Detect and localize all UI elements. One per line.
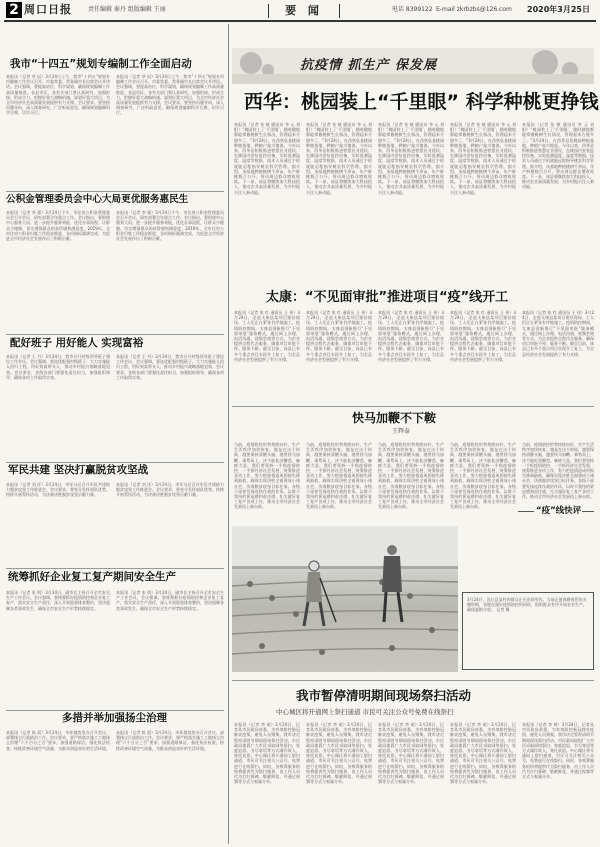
- separator: [6, 191, 224, 192]
- lead-headline: 西华：桃园装上“千里眼” 科学种桃更挣钱: [244, 91, 599, 113]
- second-body-col2: 本报讯（记者 张 红 通讯员 王 伟）3月24日，走进太康县某项目建设现场，工人们正在紧张有序地施工。疫情防控期间，太康县创新推行“不见面审批”服务模式，通过网上办理、电话沟通、视频会商等方式，为企业提供全程代办服务，确保项目审批不停、服务不断。截至目前，该县已有多个重点项目实现开工复工，为全县经济社会发展提供了有力支撑。: [306, 310, 372, 362]
- farm-photo: [232, 526, 458, 672]
- left-body-3b: 本报讯（记者 王 丹）3月24日，我市召开村级领导班子建设工作会议。会议强调，要选优配强村级班子，大力实施能人回归工程，用好致富带头人，推动乡村振兴战略落地见效。会议要求，各级各部门要强化责任担当，加强组织领导，确保各项工作取得实效。: [116, 354, 224, 380]
- left-body-6a: 本报讯（记者 陈 晨）3月24日，市环境攻坚办召开会议，部署扬尘污染防治工作。会议要求，要严格落实施工工地扬尘治理“六个百分之百”要求，加强道路保洁，强化执法检查，持续改善环境空气质量，为群众创造良好的生活环境。: [6, 730, 110, 751]
- left-body-5b: 本报讯（记者 张 明）3月24日，副市长主持召开全市安全生产工作会议。会议强调，要统筹抓好疫情防控和企业复工复产，落实安全生产责任，深入开展隐患排查整治，坚决遏制各类事故发生，确保全市安全生产形势持续稳定。: [116, 590, 224, 611]
- second-body-col5: 本报讯（记者 张 红 通讯员 王 伟）3月24日，走进太康县某项目建设现场，工人们正在紧张有序地施工。疫情防控期间，太康县创新推行“不见面审批”服务模式，通过网上办理、电话沟通、视频会商等方式，为企业提供全程代办服务，确保项目审批不停、服务不断。截至目前，该县已有多个重点项目实现开工复工，为全县经济社会发展提供了有力支撑。: [522, 310, 594, 357]
- column-tag: “疫”线快评: [536, 506, 582, 516]
- lead-body-col5: 本报讯（记者 张 敏 通讯员 李 元 刘阳）“桃园装上了‘千里眼’，随时随地都能掌握桃树生长情况，管理起来方便多了。”3月24日，在西华县某桃园种植基地，种植户高兴地说。今年以来，西华县积极推进智慧农业建设，在桃园内安装监控设备，实时监测温度、湿度等数据，技术人员通过手机就能远程指导桃农科学管理。据介绍，该基地种植桃树千余亩，年产鲜桃数百万斤，带动周边群众增收致富。下一步，该县将继续加大科技投入，推动农业高质量发展，为乡村振兴注入新动能。: [522, 122, 594, 190]
- paper-name: 周口日报: [24, 3, 72, 16]
- lead-body-col3: 本报讯（记者 张 敏 通讯员 李 元 刘阳）“桃园装上了‘千里眼’，随时随地都能掌握桃树生长情况，管理起来方便多了。”3月24日，在西华县某桃园种植基地，种植户高兴地说。今年以来，西华县积极推进智慧农业建设，在桃园内安装监控设备，实时监测温度、湿度等数据，技术人员通过手机就能远程指导桃农科学管理。据介绍，该基地种植桃树千余亩，年产鲜桃数百万斤，带动周边群众增收致富。下一步，该县将继续加大科技投入，推动农业高质量发展，为乡村振兴注入新动能。: [378, 122, 444, 195]
- banner-title: 抗疫情 抓生产 保发展: [300, 58, 438, 73]
- issue-date: 2020年3月25日: [527, 5, 590, 14]
- bottom-body-col3: 本报讯（记者 李 萌）3月24日，记者从市民政局获悉，为有效防控新冠肺炎疫情，避免人员聚集，我市决定暂停清明节期间现场祭扫活动。市民政局提倡广大市民采取网络祭扫、家庭追思、书写寄语等方式缅怀故人，寄托哀思。中心城区将开通网上祭扫通道，市民可关注相关公众号，免费进行在线祭扫。同时，各殡葬服务机构将提供代为祭扫服务，由工作人员代为打扫墓碑、敬献鲜花，并通过视频等方式与家属分享。: [378, 722, 444, 785]
- second-headline: 太康：“不见面审批”推进项目“疫”线开工: [266, 290, 509, 305]
- left-body-1b: 本报讯（记者 华 辰）3月24日上午，我市“十四五”规划专项编制工作会议召开。市委常委、常务副市长出席会议并讲话。会议强调，要提高站位，科学谋划，确保规划编制工作高质量推进。各县市区、各有关部门要认真研究，加强衔接，形成合力，把握好重大战略机遇，谋划好重大项目，为全市经济社会高质量发展提供有力支撑。会议要求，要坚持问题导向，深入调查研究，广泛听取意见，确保规划编制科学合理、切实可行。: [116, 74, 224, 116]
- left-headline-3: 配好班子 用好能人 实现富裕: [10, 337, 144, 349]
- column-divider: [228, 24, 229, 844]
- commentary-col4: 当前，疫情防控形势持续向好，生产生活秩序加快恢复。越是在这个时候，越要保持清醒头脑，越要快马加鞭、乘势而上，决不能松劲懈怠、麻痹大意。我们要坚持一手抓疫情防控，一手抓经济社会发展，统筹推进各项工作，努力把疫情造成的损失降到最低，确保实现决胜全面建成小康社会、决战脱贫攻坚目标任务。各级干部要发扬连续作战的作风，以时不我待的紧迫感和责任感，扎实做好复工复产各项工作，推动全市经济社会发展再上新台阶。: [450, 442, 516, 510]
- lead-body-col2: 本报讯（记者 张 敏 通讯员 李 元 刘阳）“桃园装上了‘千里眼’，随时随地都能掌握桃树生长情况，管理起来方便多了。”3月24日，在西华县某桃园种植基地，种植户高兴地说。今年以来，西华县积极推进智慧农业建设，在桃园内安装监控设备，实时监测温度、湿度等数据，技术人员通过手机就能远程指导桃农科学管理。据介绍，该基地种植桃树千余亩，年产鲜桃数百万斤，带动周边群众增收致富。下一步，该县将继续加大科技投入，推动农业高质量发展，为乡村振兴注入新动能。: [306, 122, 372, 195]
- bottom-body-col2: 本报讯（记者 李 萌）3月24日，记者从市民政局获悉，为有效防控新冠肺炎疫情，避免人员聚集，我市决定暂停清明节期间现场祭扫活动。市民政局提倡广大市民采取网络祭扫、家庭追思、书写寄语等方式缅怀故人，寄托哀思。中心城区将开通网上祭扫通道，市民可关注相关公众号，免费进行在线祭扫。同时，各殡葬服务机构将提供代为祭扫服务，由工作人员代为打扫墓碑、敬献鲜花，并通过视频等方式与家属分享。: [306, 722, 372, 785]
- second-body-col1: 本报讯（记者 张 红 通讯员 王 伟）3月24日，走进太康县某项目建设现场，工人们正在紧张有序地施工。疫情防控期间，太康县创新推行“不见面审批”服务模式，通过网上办理、电话沟通、视频会商等方式，为企业提供全程代办服务，确保项目审批不停、服务不断。截至目前，该县已有多个重点项目实现开工复工，为全县经济社会发展提供了有力支撑。: [234, 310, 300, 362]
- lead-body-col4: 本报讯（记者 张 敏 通讯员 李 元 刘阳）“桃园装上了‘千里眼’，随时随地都能掌握桃树生长情况，管理起来方便多了。”3月24日，在西华县某桃园种植基地，种植户高兴地说。今年以来，西华县积极推进智慧农业建设，在桃园内安装监控设备，实时监测温度、湿度等数据，技术人员通过手机就能远程指导桃农科学管理。据介绍，该基地种植桃树千余亩，年产鲜桃数百万斤，带动周边群众增收致富。下一步，该县将继续加大科技投入，推动农业高质量发展，为乡村振兴注入新动能。: [450, 122, 516, 195]
- left-headline-1: 我市“十四五”规划专编制工作全面启动: [10, 58, 192, 70]
- separator: [6, 334, 224, 335]
- commentary-col1: 当前，疫情防控形势持续向好，生产生活秩序加快恢复。越是在这个时候，越要保持清醒头脑，越要快马加鞭、乘势而上，决不能松劲懈怠、麻痹大意。我们要坚持一手抓疫情防控，一手抓经济社会发展，统筹推进各项工作，努力把疫情造成的损失降到最低，确保实现决胜全面建成小康社会、决战脱贫攻坚目标任务。各级干部要发扬连续作战的作风，以时不我待的紧迫感和责任感，扎实做好复工复产各项工作，推动全市经济社会发展再上新台阶。: [234, 442, 300, 510]
- left-body-1a: 本报讯（记者 华 辰）3月24日上午，我市“十四五”规划专项编制工作会议召开。市委常委、常务副市长出席会议并讲话。会议强调，要提高站位，科学谋划，确保规划编制工作高质量推进。各县市区、各有关部门要认真研究，加强衔接，形成合力，把握好重大战略机遇，谋划好重大项目，为全市经济社会高质量发展提供有力支撑。会议要求，要坚持问题导向，深入调查研究，广泛听取意见，确保规划编制科学合理、切实可行。: [6, 74, 110, 116]
- left-body-4b: 本报讯（记者 刘 洋）3月24日，市军分区召开军民共建助力脱贫攻坚工作推进会。会议要求，要充分发挥部队优势，持续开展帮扶活动，为决战决胜脱贫攻坚贡献力量。: [116, 482, 224, 498]
- left-body-3a: 本报讯（记者 王 丹）3月24日，我市召开村级领导班子建设工作会议。会议强调，要选优配强村级班子，大力实施能人回归工程，用好致富带头人，推动乡村振兴战略落地见效。会议要求，各级各部门要强化责任担当，加强组织领导，确保各项工作取得实效。: [6, 354, 110, 380]
- phone-meta: 电话 8399122: [392, 6, 433, 13]
- left-headline-4: 军民共建 坚决打赢脱贫攻坚战: [8, 464, 149, 476]
- photo-caption: 3月24日，沈丘县某村的群众正在田间劳作。当前正值春耕春管的关键时期，各地在做好疫情防控的同时，组织群众有序开展农业生产，确保夏粮丰收。 记者 摄: [462, 592, 594, 670]
- page-number: 2: [6, 2, 22, 18]
- second-body-col3: 本报讯（记者 张 红 通讯员 王 伟）3月24日，走进太康县某项目建设现场，工人们正在紧张有序地施工。疫情防控期间，太康县创新推行“不见面审批”服务模式，通过网上办理、电话沟通、视频会商等方式，为企业提供全程代办服务，确保项目审批不停、服务不断。截至目前，该县已有多个重点项目实现开工复工，为全县经济社会发展提供了有力支撑。: [378, 310, 444, 362]
- left-body-2b: 本报讯（记者 李 强）3月24日下午，市住房公积金管理委员会召开会议，研究部署全年重点工作。会议指出，要围绕中心服务大局，进一步提升服务效能，优化办事流程，让群众少跑腿，切实增强群众的获得感和满意度。2019年，全市住房公积金归集工作稳步推进，各项指标圆满完成，为促进全市经济社会发展作出了积极贡献。: [116, 210, 224, 242]
- bottom-headline: 我市暂停清明期间现场祭扫活动: [296, 688, 472, 703]
- commentary-headline: 快马加鞭不下鞍: [352, 411, 437, 425]
- bottom-body-col4: 本报讯（记者 李 萌）3月24日，记者从市民政局获悉，为有效防控新冠肺炎疫情，避免人员聚集，我市决定暂停清明节期间现场祭扫活动。市民政局提倡广大市民采取网络祭扫、家庭追思、书写寄语等方式缅怀故人，寄托哀思。中心城区将开通网上祭扫通道，市民可关注相关公众号，免费进行在线祭扫。同时，各殡葬服务机构将提供代为祭扫服务，由工作人员代为打扫墓碑、敬献鲜花，并通过视频等方式与家属分享。: [450, 722, 516, 785]
- separator: [6, 710, 224, 711]
- email-meta: E-mail zkrbzbs@126.com: [436, 6, 512, 13]
- left-headline-2: 公积金管理委员会中心大局更优服务惠民生: [6, 194, 189, 205]
- bottom-body-col5: 本报讯（记者 李 萌）3月24日，记者从市民政局获悉，为有效防控新冠肺炎疫情，避免人员聚集，我市决定暂停清明节期间现场祭扫活动。市民政局提倡广大市民采取网络祭扫、家庭追思、书写寄语等方式缅怀故人，寄托哀思。中心城区将开通网上祭扫通道，市民可关注相关公众号，免费进行在线祭扫。同时，各殡葬服务机构将提供代为祭扫服务，由工作人员代为打扫墓碑、敬献鲜花，并通过视频等方式与家属分享。: [522, 722, 594, 780]
- bottom-body-col1: 本报讯（记者 李 萌）3月24日，记者从市民政局获悉，为有效防控新冠肺炎疫情，避免人员聚集，我市决定暂停清明节期间现场祭扫活动。市民政局提倡广大市民采取网络祭扫、家庭追思、书写寄语等方式缅怀故人，寄托哀思。中心城区将开通网上祭扫通道，市民可关注相关公众号，免费进行在线祭扫。同时，各殡葬服务机构将提供代为祭扫服务，由工作人员代为打扫墓碑、敬献鲜花，并通过视频等方式与家属分享。: [234, 722, 300, 785]
- separator: [232, 406, 594, 407]
- virus-icon: [532, 50, 558, 76]
- bottom-subheadline: 中心城区将开通网上祭扫通道 市民可关注公众号免费在线祭扫: [276, 708, 454, 716]
- commentary-col5: 当前，疫情防控形势持续向好，生产生活秩序加快恢复。越是在这个时候，越要保持清醒头脑，越要快马加鞭、乘势而上，决不能松劲懈怠、麻痹大意。我们要坚持一手抓疫情防控，一手抓经济社会发展，统筹推进各项工作，努力把疫情造成的损失降到最低，确保实现决胜全面建成小康社会、决战脱贫攻坚目标任务。各级干部要发扬连续作战的作风，以时不我待的紧迫感和责任感，扎实做好复工复产各项工作，推动全市经济社会发展再上新台阶。: [522, 442, 594, 500]
- special-banner: [232, 48, 594, 84]
- banner-strip: [232, 74, 594, 84]
- left-body-2a: 本报讯（记者 李 强）3月24日下午，市住房公积金管理委员会召开会议，研究部署全年重点工作。会议指出，要围绕中心服务大局，进一步提升服务效能，优化办事流程，让群众少跑腿，切实增强群众的获得感和满意度。2019年，全市住房公积金归集工作稳步推进，各项指标圆满完成，为促进全市经济社会发展作出了积极贡献。: [6, 210, 110, 242]
- commentary-col3: 当前，疫情防控形势持续向好，生产生活秩序加快恢复。越是在这个时候，越要保持清醒头脑，越要快马加鞭、乘势而上，决不能松劲懈怠、麻痹大意。我们要坚持一手抓疫情防控，一手抓经济社会发展，统筹推进各项工作，努力把疫情造成的损失降到最低，确保实现决胜全面建成小康社会、决战脱贫攻坚目标任务。各级干部要发扬连续作战的作风，以时不我待的紧迫感和责任感，扎实做好复工复产各项工作，推动全市经济社会发展再上新台阶。: [378, 442, 444, 510]
- commentary-col2: 当前，疫情防控形势持续向好，生产生活秩序加快恢复。越是在这个时候，越要保持清醒头脑，越要快马加鞭、乘势而上，决不能松劲懈怠、麻痹大意。我们要坚持一手抓疫情防控，一手抓经济社会发展，统筹推进各项工作，努力把疫情造成的损失降到最低，确保实现决胜全面建成小康社会、决战脱贫攻坚目标任务。各级干部要发扬连续作战的作风，以时不我待的紧迫感和责任感，扎实做好复工复产各项工作，推动全市经济社会发展再上新台阶。: [306, 442, 372, 510]
- tag-rule: [582, 511, 594, 512]
- second-body-col4: 本报讯（记者 张 红 通讯员 王 伟）3月24日，走进太康县某项目建设现场，工人们正在紧张有序地施工。疫情防控期间，太康县创新推行“不见面审批”服务模式，通过网上办理、电话沟通、视频会商等方式，为企业提供全程代办服务，确保项目审批不停、服务不断。截至目前，该县已有多个重点项目实现开工复工，为全县经济社会发展提供了有力支撑。: [450, 310, 516, 362]
- section-title: 要 闻: [268, 4, 340, 18]
- left-body-5a: 本报讯（记者 张 明）3月24日，副市长主持召开全市安全生产工作会议。会议强调，要统筹抓好疫情防控和企业复工复产，落实安全生产责任，深入开展隐患排查整治，坚决遏制各类事故发生，确保全市安全生产形势持续稳定。: [6, 590, 110, 611]
- virus-icon: [240, 52, 262, 74]
- page-header: [0, 0, 600, 20]
- separator: [6, 462, 224, 463]
- farm-scene-image: [232, 526, 458, 672]
- commentary-author: 王辉泰: [392, 428, 411, 435]
- left-body-6b: 本报讯（记者 陈 晨）3月24日，市环境攻坚办召开会议，部署扬尘污染防治工作。会议要求，要严格落实施工工地扬尘治理“六个百分之百”要求，加强道路保洁，强化执法检查，持续改善环境空气质量，为群众创造良好的生活环境。: [116, 730, 224, 751]
- left-headline-6: 多措并举加强扬尘治理: [62, 712, 167, 724]
- editor-meta: 责任编辑 秦丹 组版编辑 王丽: [88, 6, 166, 13]
- tag-rule: [518, 511, 534, 512]
- separator: [232, 680, 594, 681]
- lead-body-col1: 本报讯（记者 张 敏 通讯员 李 元 刘阳）“桃园装上了‘千里眼’，随时随地都能掌握桃树生长情况，管理起来方便多了。”3月24日，在西华县某桃园种植基地，种植户高兴地说。今年以来，西华县积极推进智慧农业建设，在桃园内安装监控设备，实时监测温度、湿度等数据，技术人员通过手机就能远程指导桃农科学管理。据介绍，该基地种植桃树千余亩，年产鲜桃数百万斤，带动周边群众增收致富。下一步，该县将继续加大科技投入，推动农业高质量发展，为乡村振兴注入新动能。: [234, 122, 300, 195]
- header-rule: [4, 20, 596, 22]
- separator: [6, 568, 224, 569]
- left-headline-5: 统筹抓好企业复工复产期间安全生产: [8, 571, 176, 583]
- left-body-4a: 本报讯（记者 刘 洋）3月24日，市军分区召开军民共建助力脱贫攻坚工作推进会。会议要求，要充分发挥部队优势，持续开展帮扶活动，为决战决胜脱贫攻坚贡献力量。: [6, 482, 110, 498]
